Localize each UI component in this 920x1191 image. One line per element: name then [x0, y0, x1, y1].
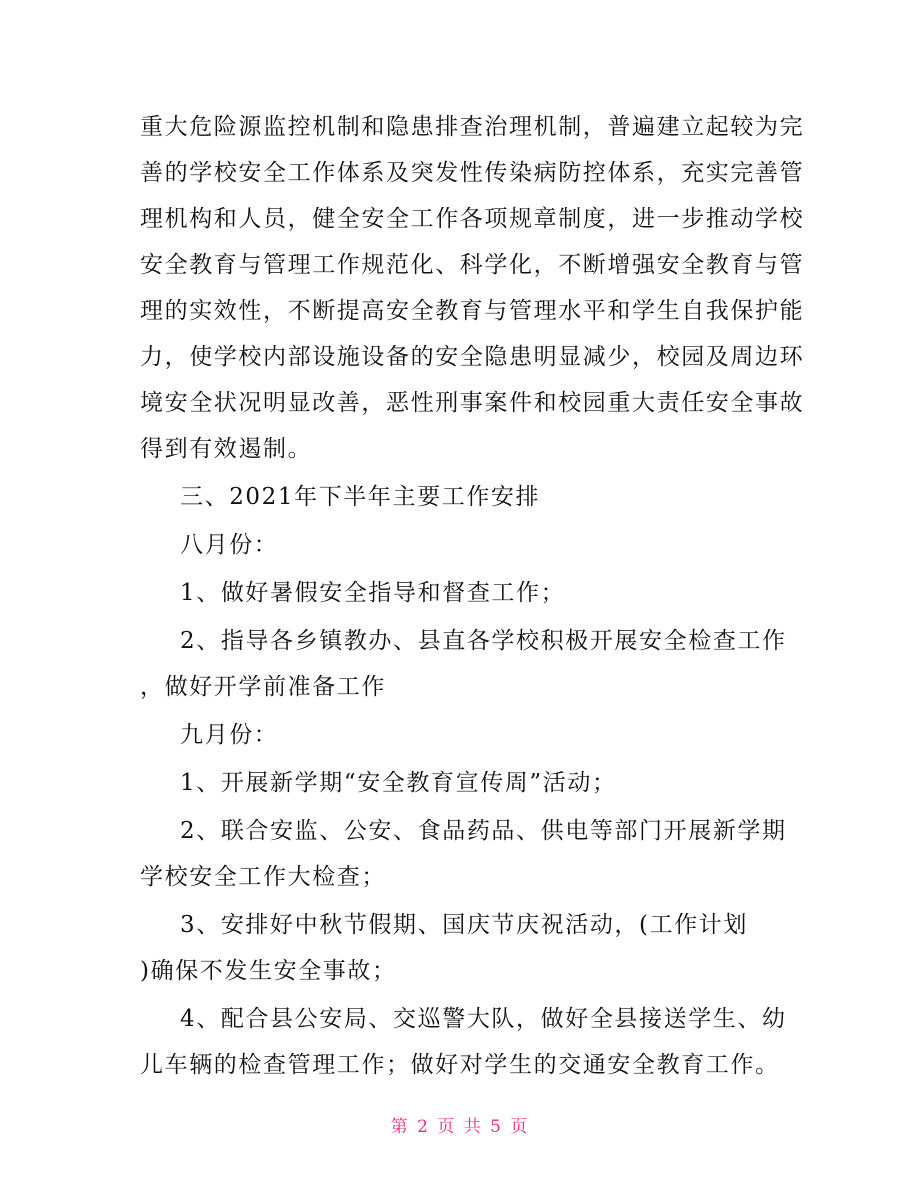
list-item: 1、开展新学期“安全教育宣传周”活动；	[180, 770, 617, 796]
list-item: 4、配合县公安局、交巡警大队，做好全县接送学生、幼	[180, 1006, 787, 1032]
list-item-continuation: 学校安全工作大检查；	[140, 864, 386, 890]
paragraph-line: 得到有效遏制。	[140, 436, 313, 462]
month-heading-september: 九月份：	[180, 722, 279, 748]
list-item: 2、指导各乡镇教办、县直各学校积极开展安全检查工作	[180, 628, 787, 654]
list-item-continuation: ，做好开学前准备工作	[140, 674, 386, 700]
list-item: 1、做好暑假安全指导和督查工作；	[180, 580, 566, 606]
paragraph-line: 安全教育与管理工作规范化、科学化，不断增强安全教育与管	[140, 252, 805, 278]
list-item-continuation: )确保不发生安全事故；	[140, 958, 397, 984]
list-item: 2、联合安监、公安、食品药品、供电等部门开展新学期	[180, 818, 787, 844]
paragraph-line: 理的实效性，不断提高安全教育与管理水平和学生自我保护能	[140, 298, 805, 324]
month-heading-august: 八月份：	[180, 532, 279, 558]
list-item: 3、安排好中秋节假期、国庆节庆祝活动，(工作计划	[180, 912, 749, 938]
section-heading: 三、2021年下半年主要工作安排	[180, 484, 541, 510]
paragraph-line: 理机构和人员，健全安全工作各项规章制度，进一步推动学校	[140, 206, 805, 232]
paragraph-line: 重大危险源监控机制和隐患排查治理机制，普遍建立起较为完	[140, 114, 805, 140]
page-number-footer: 第 2 页 共 5 页	[390, 1117, 530, 1137]
paragraph-line: 境安全状况明显改善，恶性刑事案件和校园重大责任安全事故	[140, 390, 805, 416]
list-item-continuation: 儿车辆的检查管理工作；做好对学生的交通安全教育工作。	[140, 1052, 780, 1078]
paragraph-line: 力，使学校内部设施设备的安全隐患明显减少，校园及周边环	[140, 344, 805, 370]
paragraph-line: 善的学校安全工作体系及突发性传染病防控体系，充实完善管	[140, 160, 805, 186]
